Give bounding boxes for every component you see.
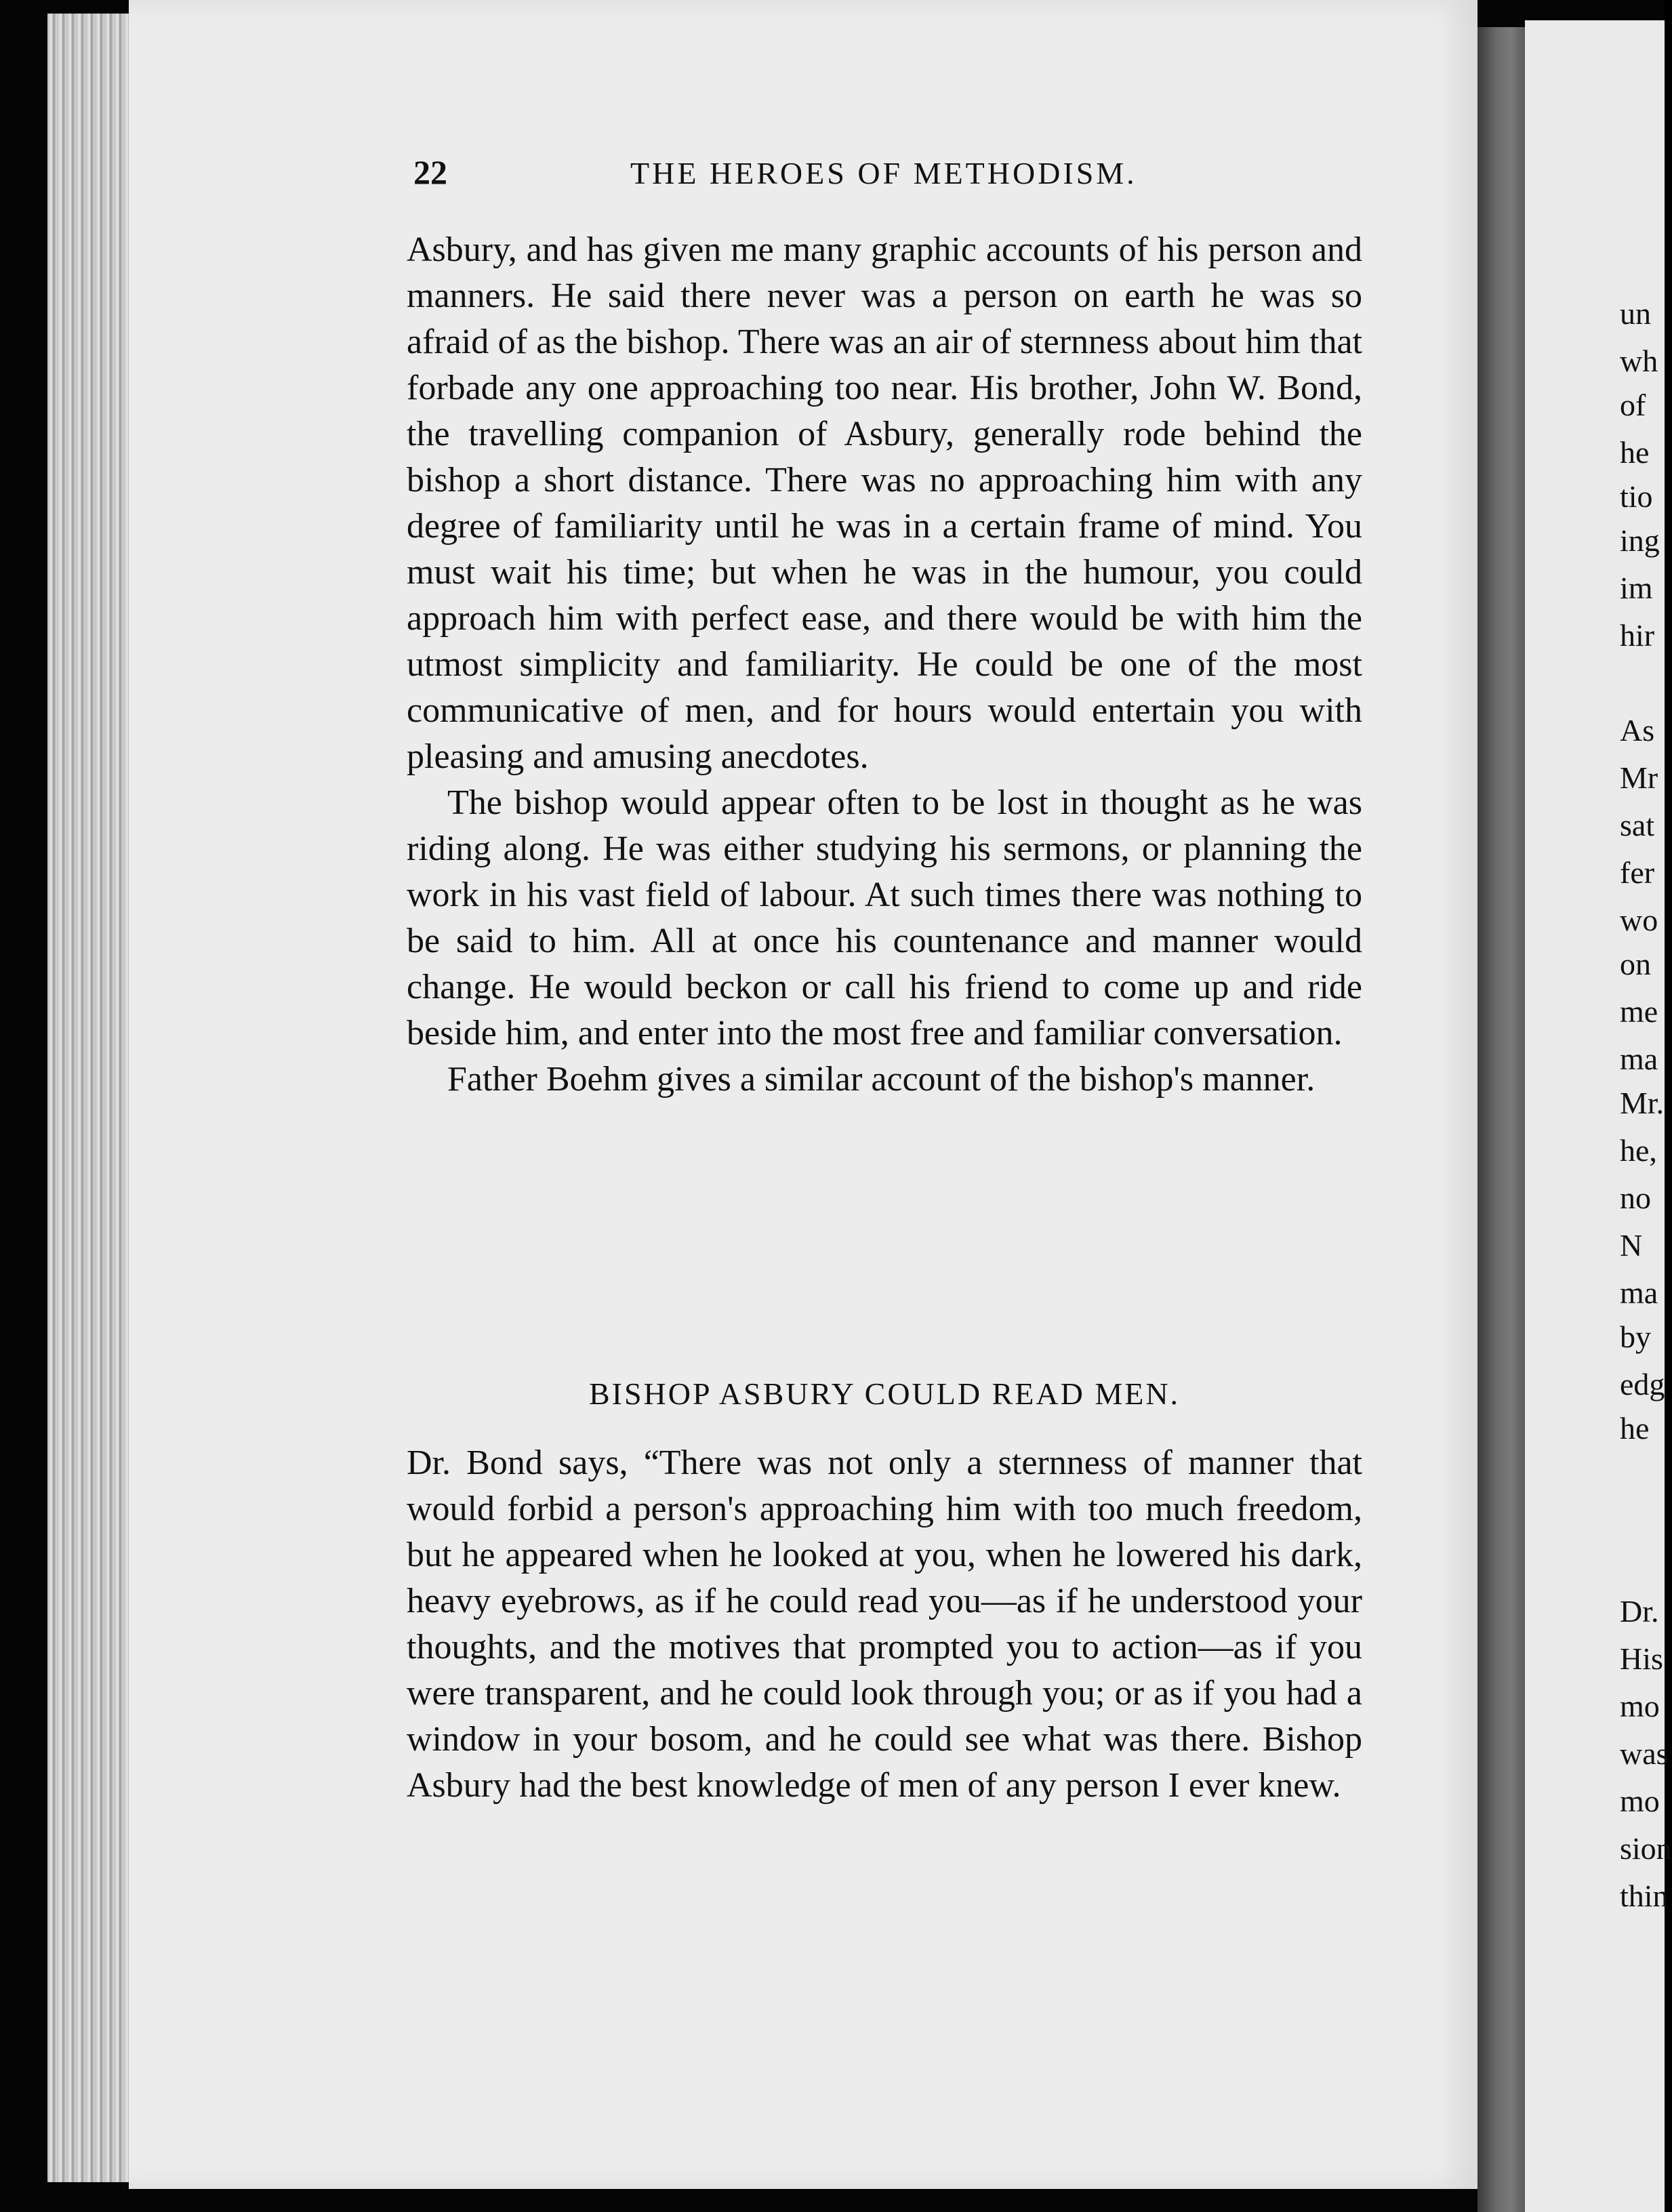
facing-line: As — [1620, 713, 1655, 747]
facing-line: mo — [1620, 1784, 1660, 1818]
facing-line: sion — [1620, 1831, 1672, 1866]
facing-line: he — [1620, 1411, 1650, 1446]
facing-line: by — [1620, 1319, 1651, 1354]
page-edges — [47, 14, 142, 2182]
facing-line: im — [1620, 571, 1653, 605]
facing-line: Dr. — [1620, 1594, 1659, 1629]
section-paragraph: Dr. Bond says, “There was not only a sternness of manner that would forbid a person's approaching him with too much freedom, but he appeared when he looked at you, when he lowered his dark, heavy eyebrows, as if he could read you—as if he understood your thoughts, and the motives that prompted you to action—as if you were transparent, and he could look through you; or as if you had a window in your bosom, and he could see what was there. Bishop Asbury had the best knowledge of men of any person I ever knew. — [407, 1443, 1362, 1805]
facing-line: N — [1620, 1228, 1643, 1263]
paragraph-3: Father Boehm gives a similar account of the bishop's manner. — [447, 1060, 1316, 1099]
facing-line: me — [1620, 994, 1658, 1029]
facing-line: tio — [1620, 479, 1653, 514]
running-head: THE HEROES OF METHODISM. — [630, 156, 1137, 190]
facing-line: on — [1620, 947, 1651, 981]
facing-line: fer — [1620, 855, 1655, 890]
facing-line: hir — [1620, 618, 1655, 653]
facing-line: edg — [1620, 1367, 1665, 1401]
facing-line: thin — [1620, 1879, 1669, 1913]
main-text-block — [407, 227, 1362, 1103]
facing-line: sat — [1620, 808, 1655, 842]
facing-line: His — [1620, 1641, 1663, 1676]
facing-line: ma — [1620, 1042, 1658, 1076]
facing-line: mo — [1620, 1689, 1660, 1723]
facing-line: un — [1620, 296, 1651, 331]
paragraph-2: The bishop would appear often to be lost in thought as he was riding along. He was either studying his sermons, or planning the work in his vast field of labour. At such times there was nothing to be said to him. All at once his countenance and manner would change. He would beckon or call his friend to come up and ride beside him, and enter into the most free and familiar conversation. — [407, 783, 1362, 1052]
facing-line: Mr — [1620, 760, 1658, 795]
facing-line: Mr. — [1620, 1086, 1665, 1120]
facing-line: he — [1620, 435, 1650, 470]
facing-line: wo — [1620, 903, 1658, 937]
facing-line: wh — [1620, 344, 1658, 378]
paragraph-1: Asbury, and has given me many graphic accounts of his person and manners. He said there never was a person on earth he was so afraid of as the bishop. There was an air of sternness about him that forbade any one approaching too near. His brother, John W. Bond, the travelling companion of Asbury, generally rode behind the bishop a short distance. There was no approaching him with any degree of familiarity until he was in a certain frame of mind. You must wait his time; but when he was in the humour, you could approach him with perfect ease, and there would be with him the utmost simplicity and familiarity. He could be one of the most communicative of men, and for hours would entertain you with pleasing and amusing anecdotes. — [407, 230, 1362, 776]
book-gutter — [1477, 27, 1525, 2212]
section-heading: BISHOP ASBURY COULD READ MEN. — [588, 1376, 1181, 1411]
page-number: 22 — [413, 153, 447, 191]
facing-line: was — [1620, 1736, 1669, 1771]
facing-line: no — [1620, 1181, 1651, 1215]
section-text-block — [407, 1440, 1362, 1809]
facing-line: he, — [1620, 1133, 1657, 1168]
facing-line: of — [1620, 388, 1646, 422]
facing-line: ing — [1620, 523, 1660, 558]
facing-line: ma — [1620, 1275, 1658, 1310]
